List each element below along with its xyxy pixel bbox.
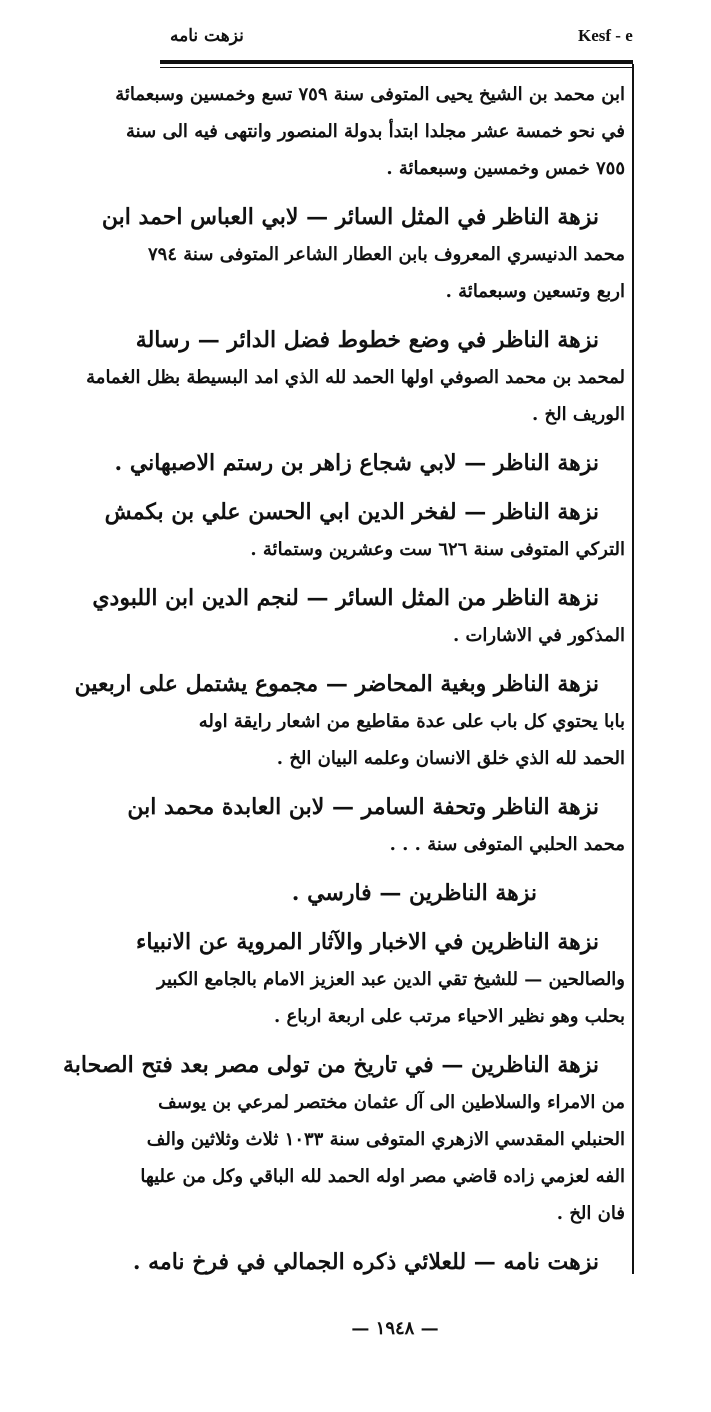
entry-heading: نزهة الناظر في وضع خطوط فضل الدائر — رسالة — [135, 327, 599, 353]
entry-nuzhat-al-nazir-zahir — [114, 445, 625, 482]
entry-line: بابا يحتوي كل باب على عدة مقاطيع من اشعار رايقة اوله — [198, 711, 625, 732]
entry-line: الحمد لله الذي خلق الانسان وعلمه البيان الخ . — [276, 748, 625, 769]
entry-line: لمحمد بن محمد الصوفي اولها الحمد لله الذي امد البسيطة بظل الغمامة — [86, 367, 625, 388]
entry-line: الحنبلي المقدسي الازهري المتوفى سنة ١٠٣٣ ثلاث وثلاثين والف — [146, 1129, 625, 1150]
entry-heading: نزهت نامه — للعلائي ذكره الجمالي في فرخ نامه . — [132, 1249, 599, 1275]
entry-nuzhat-nama — [132, 1244, 625, 1281]
header-rule-thick — [160, 60, 633, 64]
entry-heading: نزهة الناظر في المثل السائر — لابي العباس احمد ابن — [101, 204, 599, 230]
header-left-label: Kesf - e — [578, 26, 633, 45]
entry-heading: نزهة الناظر — لابي شجاع زاهر بن رستم الاصبهاني . — [114, 450, 599, 476]
entry-line: محمد الدنيسري المعروف بابن العطار الشاعر المتوفى سنة ٧٩٤ — [148, 244, 625, 265]
page-header — [160, 22, 640, 58]
entry-nuzhat-al-nazir-bughya — [74, 666, 625, 777]
entry-heading: نزهة الناظرين في الاخبار والآثار المروية عن الانبياء — [136, 929, 599, 955]
entry-line: اربع وتسعين وسبعمائة . — [445, 281, 625, 302]
entry-line: المذكور في الاشارات . — [452, 625, 625, 646]
header-rule-thin — [160, 67, 633, 68]
entry-nuzhat-al-nazir-mathal — [101, 199, 625, 310]
entry-line: الوريف الخ . — [531, 404, 625, 425]
entry-heading: نزهة الناظر وبغية المحاضر — مجموع يشتمل على اربعين — [74, 671, 599, 697]
entry-heading: نزهة الناظر — لفخر الدين ابي الحسن علي بن بكمش — [104, 499, 599, 525]
header-right-label: نزهت نامه — [170, 26, 244, 46]
entry-line: ٧٥٥ خمس وخمسين وسبعمائة . — [386, 158, 625, 179]
entry-line: في نحو خمسة عشر مجلدا ابتدأ بدولة المنصور وانتهى فيه الى سنة — [126, 121, 625, 142]
entry-line: التركي المتوفى سنة ٦٢٦ ست وعشرين وستمائة . — [250, 539, 625, 560]
entry-nuzhat-al-nazirin-farsi — [165, 875, 625, 912]
entry-heading: نزهة الناظر وتحفة السامر — لابن العابدة محمد ابن — [127, 794, 599, 820]
entries-column — [63, 76, 625, 1293]
entry-nuzhat-al-nazir-fakhr — [104, 494, 625, 568]
entry-line: ابن محمد بن الشيخ يحيى المتوفى سنة ٧٥٩ تسع وخمسين وسبعمائة — [115, 84, 625, 105]
entry-line: والصالحين — للشيخ تقي الدين عبد العزيز الامام بالجامع الكبير — [157, 969, 625, 990]
entry-continuation — [115, 76, 625, 187]
entry-heading: نزهة الناظرين — في تاريخ من تولى مصر بعد فتح الصحابة — [63, 1052, 599, 1078]
entry-line: الفه لعزمي زاده قاضي مصر اوله الحمد لله الباقي وكل من عليها — [140, 1166, 625, 1187]
entry-line: محمد الحلبي المتوفى سنة . . . — [389, 834, 625, 855]
entry-line: فان الخ . — [556, 1203, 625, 1224]
entry-nuzhat-al-nazir-tuhfa — [127, 789, 625, 863]
entry-nuzhat-al-nazirin-tarikh — [63, 1047, 625, 1232]
entry-nuzhat-al-nazir-labudi — [92, 580, 625, 654]
page-number: — ١٩٤٨ — — [351, 1318, 439, 1339]
column-margin-rule — [632, 64, 634, 1274]
entry-heading: نزهة الناظر من المثل السائر — لنجم الدين ابن اللبودي — [92, 585, 599, 611]
entry-nuzhat-al-nazir-khutut — [86, 322, 625, 433]
entry-line: بحلب وهو نظير الاحياء مرتب على اربعة ارباع . — [274, 1006, 625, 1027]
entry-line: من الامراء والسلاطين الى آل عثمان مختصر لمرعي بن يوسف — [158, 1092, 625, 1113]
entry-heading: نزهة الناظرين — فارسي . — [291, 880, 537, 906]
entry-nuzhat-al-nazirin-akhbar — [136, 924, 625, 1035]
